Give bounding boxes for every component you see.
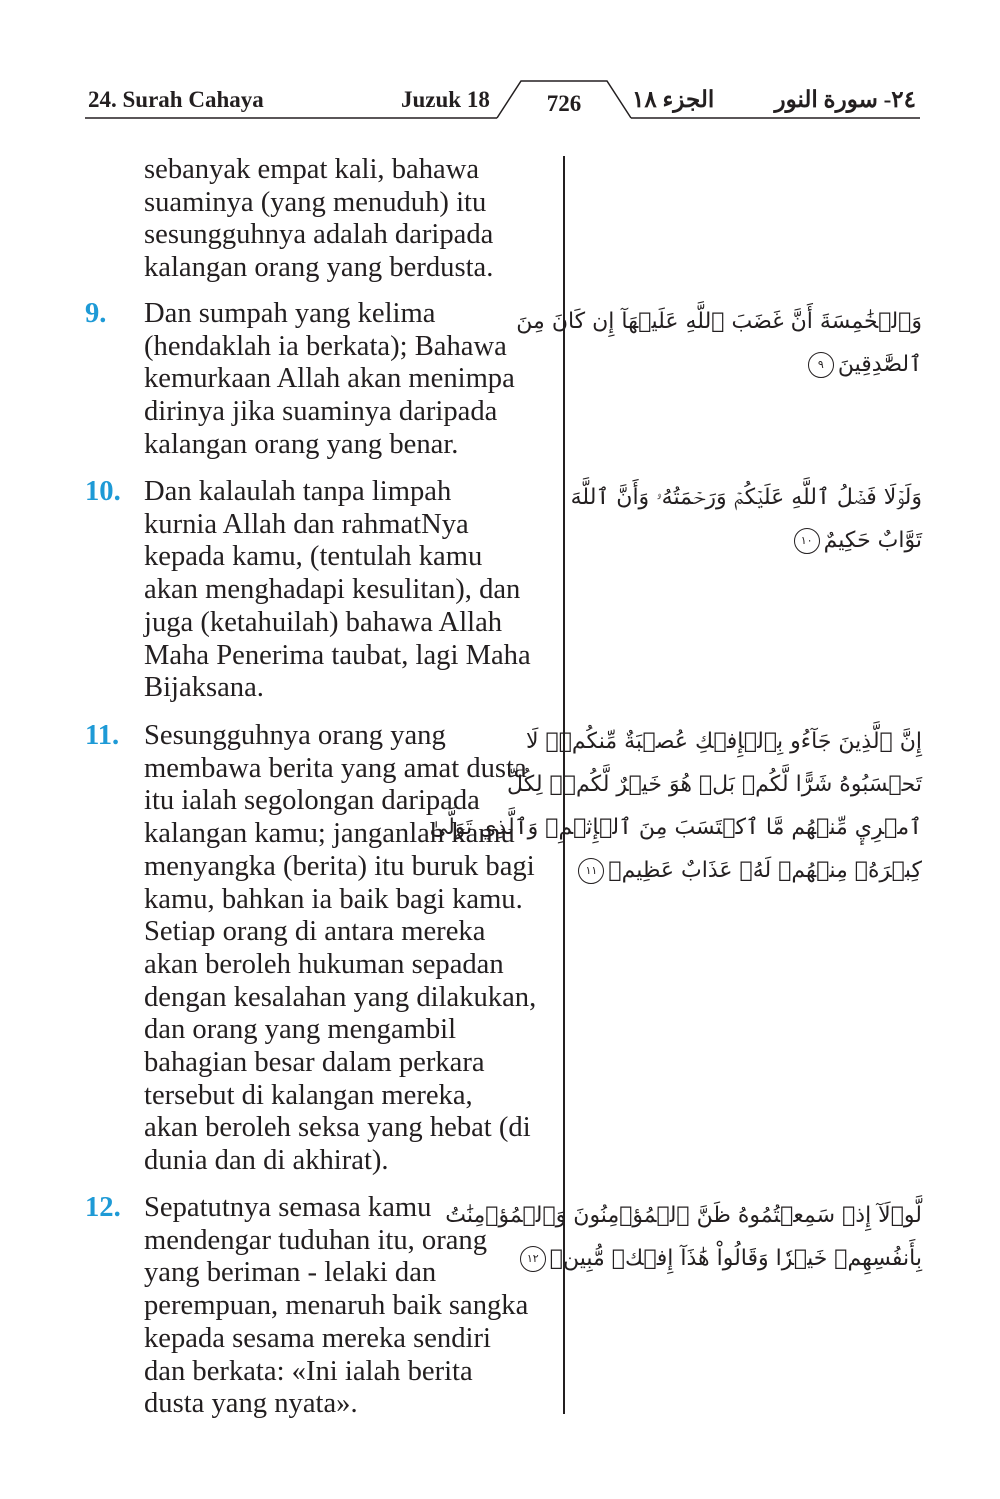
translation-line: dan berkata: «Ini ialah berita xyxy=(144,1355,473,1387)
translation-line: kalangan orang yang berdusta. xyxy=(144,252,494,284)
arabic-line xyxy=(585,849,922,892)
verse-arabic xyxy=(429,720,922,892)
translation-line: Sesungguhnya orang yang xyxy=(144,720,446,751)
continuation-text xyxy=(144,154,564,285)
translation-line: akan beroleh seksa yang hebat (di xyxy=(144,1112,531,1144)
translation-line: sebanyak empat kali, bahawa xyxy=(144,154,480,185)
translation-line: yang beriman - lelaki dan xyxy=(144,1257,437,1289)
translation-line: dusta yang nyata». xyxy=(144,1388,358,1420)
arabic-text: بِأَنفُسِهِمۡ خَيۡرٗا وَقَالُواْ هَٰذَآ إِفۡكٞ مُّبِينٞ xyxy=(549,1246,922,1271)
translation-line: (hendaklah ia berkata); Bahawa xyxy=(144,330,507,362)
translation-line: Maha Penerima taubat, lagi Maha xyxy=(144,639,531,671)
running-header xyxy=(0,0,1000,130)
ayah-end-marker: ١٠ xyxy=(794,528,820,554)
translation-line: Dan sumpah yang kelima xyxy=(144,298,436,329)
arabic-line: وَٱلۡخَٰمِسَةَ أَنَّ غَضَبَ ٱللَّهِ عَلَيۡهَآ إِن كَانَ مِنَ xyxy=(516,309,922,334)
translation-line: Sepatutnya semasa kamu xyxy=(144,1192,432,1223)
translation-line: Dan kalaulah tanpa limpah xyxy=(144,476,452,507)
surah-title-latin: 24. Surah Cahaya xyxy=(88,87,264,112)
translation-line: Setiap orang di antara mereka xyxy=(144,916,486,948)
verse-arabic xyxy=(445,1194,922,1280)
arabic-text: ٱلصَّٰدِقِينَ xyxy=(837,352,922,377)
translation-line: kurnia Allah dan rahmatNya xyxy=(144,508,469,540)
translation-line: kalangan orang yang benar. xyxy=(144,428,459,460)
translation-line: kemurkaan Allah akan menimpa xyxy=(144,363,515,395)
translation-line: mendengar tuduhan itu, orang xyxy=(144,1224,488,1256)
translation-line: bahagian besar dalam perkara xyxy=(144,1047,485,1079)
arabic-text: تَوَّابٌ حَكِيمٌ xyxy=(823,528,922,553)
translation-line: akan beroleh hukuman sepadan xyxy=(144,948,504,980)
juzuk-label: Juzuk 18 xyxy=(401,87,490,112)
verse-number: 9. xyxy=(85,298,107,329)
arabic-line xyxy=(600,519,922,562)
arabic-line: ٱمۡرِيٕ مِّنۡهُم مَّا ٱكۡتَسَبَ مِنَ ٱلۡإِثۡمِۚ وَٱلَّذِي تَوَلَّىٰ xyxy=(429,815,922,840)
page-number: 726 xyxy=(546,91,582,116)
verse-number: 11. xyxy=(85,720,120,751)
arabic-line: إِنَّ ٱلَّذِينَ جَآءُو بِٱلۡإِفۡكِ عُصۡبَةٌ مِّنكُمۡۚ لَا xyxy=(525,729,922,754)
translation-line: membawa berita yang amat dusta xyxy=(144,752,527,784)
arabic-line: وَلَوۡلَا فَضۡلُ ٱللَّهِ عَلَيۡكُمۡ وَرَحۡمَتُهُۥ وَأَنَّ ٱللَّهَ xyxy=(570,485,922,510)
translation-line: tersebut di kalangan mereka, xyxy=(144,1079,473,1111)
arabic-line: تَحۡسَبُوهُ شَرًّا لَّكُمۖ بَلۡ هُوَ خَيۡرٌ لَّكُمۡۚ لِكُلِّ xyxy=(507,772,922,797)
ayah-end-marker: ١١ xyxy=(578,858,604,884)
translation-line: kalangan kamu; janganlah kamu xyxy=(144,818,515,850)
translation-line: akan menghadapi kesulitan), dan xyxy=(144,574,521,606)
verse-translation xyxy=(144,298,564,462)
arabic-line xyxy=(600,343,922,386)
verse-number: 12. xyxy=(85,1192,121,1223)
verse-translation xyxy=(144,720,564,1178)
translation-line: dan orang yang mengambil xyxy=(144,1014,457,1046)
translation-line: perempuan, menaruh baik sangka xyxy=(144,1290,529,1322)
arabic-text: كِبۡرَهُۥ مِنۡهُمۡ لَهُۥ عَذَابٌ عَظِيمٞ xyxy=(608,858,922,883)
ayah-end-marker: ٩ xyxy=(808,352,834,378)
arabic-line xyxy=(526,1237,922,1280)
verse-number: 10. xyxy=(85,476,121,507)
translation-line: itu ialah segolongan daripada xyxy=(144,785,480,817)
verse-translation xyxy=(144,476,564,705)
translation-line: juga (ketahuilah) bahawa Allah xyxy=(144,606,503,638)
juz-label-arabic: الجزء ١٨ xyxy=(632,87,715,112)
translation-line: suaminya (yang menuduh) itu xyxy=(144,186,487,218)
translation-line: kamu, bahkan ia baik bagi kamu. xyxy=(144,883,523,915)
translation-line: dunia dan di akhirat). xyxy=(144,1145,389,1177)
translation-line: Bijaksana. xyxy=(144,672,264,704)
ayah-end-marker: ١٢ xyxy=(520,1246,546,1272)
arabic-line: لَّوۡلَآ إِذۡ سَمِعۡتُمُوهُ ظَنَّ ٱلۡمُؤۡمِنُونَ وَٱلۡمُؤۡمِنَٰتُ xyxy=(445,1203,922,1228)
translation-line: sesungguhnya adalah daripada xyxy=(144,219,494,251)
translation-line: menyangka (berita) itu buruk bagi xyxy=(144,850,535,882)
translation-line: kepada sesama mereka sendiri xyxy=(144,1322,491,1354)
verse-arabic xyxy=(516,300,922,386)
translation-line: kepada kamu, (tentulah kamu xyxy=(144,541,483,573)
translation-line: dirinya jika suaminya daripada xyxy=(144,396,498,428)
translation-line: dengan kesalahan yang dilakukan, xyxy=(144,981,537,1013)
verse-arabic xyxy=(570,476,922,562)
surah-title-arabic: ٢٤- سورة النور xyxy=(774,87,916,112)
